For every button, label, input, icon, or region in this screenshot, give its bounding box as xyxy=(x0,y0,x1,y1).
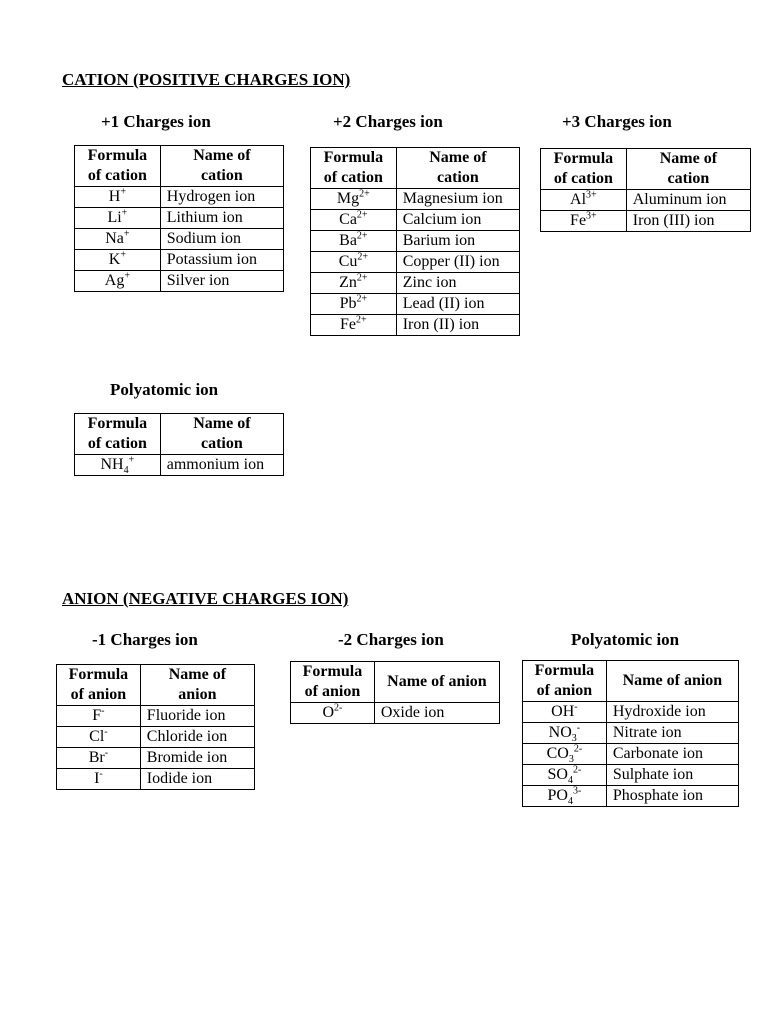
formula-symbol: F xyxy=(92,707,102,724)
ion-formula xyxy=(523,765,607,786)
formula-charge: 3+ xyxy=(586,189,597,201)
formula-header xyxy=(311,148,397,189)
formula-header xyxy=(75,146,161,187)
ion-name: Sulphate ion xyxy=(606,765,738,786)
ion-formula xyxy=(57,748,141,769)
minus1-table xyxy=(56,664,255,790)
ion-formula xyxy=(75,208,161,229)
formula-charge: + xyxy=(123,228,130,240)
formula-charge: + xyxy=(121,207,128,219)
table-row xyxy=(311,189,520,210)
anion-poly-table xyxy=(522,660,739,807)
ion-formula xyxy=(541,211,627,232)
table-row xyxy=(523,744,739,765)
name-header xyxy=(374,662,499,703)
formula-subscript: 4 xyxy=(567,775,573,787)
formula-symbol: Ca xyxy=(339,211,357,228)
formula-charge: - xyxy=(104,747,109,759)
ion-name: Fluoride ion xyxy=(140,706,254,727)
table-row xyxy=(311,231,520,252)
ion-formula xyxy=(57,706,141,727)
formula-charge: + xyxy=(120,186,126,198)
formula-header xyxy=(523,661,607,702)
name-header xyxy=(626,149,750,190)
ion-name: Lithium ion xyxy=(160,208,283,229)
ion-formula xyxy=(75,187,161,208)
formula-header-line: Formula xyxy=(534,662,595,679)
ion-name: Hydrogen ion xyxy=(160,187,283,208)
ion-formula xyxy=(57,727,141,748)
formula-symbol: Al xyxy=(570,191,587,208)
formula-header xyxy=(291,662,375,703)
ion-formula xyxy=(523,723,607,744)
formula-charge: 2+ xyxy=(356,209,368,221)
plus2-table xyxy=(310,147,520,336)
name-header xyxy=(396,148,519,189)
ion-formula xyxy=(311,210,397,231)
formula-symbol: CO xyxy=(546,745,569,762)
formula-symbol: Fe xyxy=(340,316,357,333)
header-row xyxy=(311,148,520,189)
ion-formula xyxy=(311,189,397,210)
formula-header xyxy=(541,149,627,190)
formula-symbol: O xyxy=(322,704,335,721)
header-row xyxy=(57,665,255,706)
formula-symbol: I xyxy=(94,770,100,787)
table-row xyxy=(541,190,751,211)
formula-header-line: of cation xyxy=(87,435,147,452)
formula-symbol: OH xyxy=(551,703,575,720)
name-header xyxy=(160,414,283,455)
name-header xyxy=(140,665,254,706)
ion-name: Iron (III) ion xyxy=(626,211,750,232)
name-header-line: Name of anion xyxy=(387,673,487,690)
ion-formula xyxy=(523,702,607,723)
plus2-label: +2 Charges ion xyxy=(333,112,443,131)
table-row xyxy=(57,727,255,748)
name-header xyxy=(160,146,283,187)
ion-name: Potassium ion xyxy=(160,250,283,271)
ion-name: Barium ion xyxy=(396,231,519,252)
table-row xyxy=(523,723,739,744)
ion-name: Copper (II) ion xyxy=(396,252,519,273)
table-row xyxy=(57,706,255,727)
header-row xyxy=(541,149,751,190)
formula-symbol: Br xyxy=(88,749,105,766)
ion-formula xyxy=(523,786,607,807)
formula-subscript: 4 xyxy=(123,465,129,477)
ion-name: Chloride ion xyxy=(140,727,254,748)
formula-charge: - xyxy=(99,768,103,780)
formula-header-line: Formula xyxy=(553,150,614,167)
ion-name: Carbonate ion xyxy=(606,744,738,765)
ion-formula xyxy=(541,190,627,211)
plus3-table xyxy=(540,148,751,232)
ion-name: Hydroxide ion xyxy=(606,702,738,723)
name-header-line: cation xyxy=(200,167,243,184)
formula-header-line: Formula xyxy=(302,663,363,680)
anion-poly-label: Polyatomic ion xyxy=(571,630,680,649)
formula-symbol: Cl xyxy=(89,728,105,745)
cation-section-title: CATION (POSITIVE CHARGES ION) xyxy=(62,70,351,89)
name-header-line: Name of xyxy=(193,415,251,432)
table-row xyxy=(523,765,739,786)
formula-header-line: of cation xyxy=(553,170,613,187)
formula-header xyxy=(75,414,161,455)
ion-formula xyxy=(311,273,397,294)
table-row xyxy=(57,769,255,790)
formula-charge: 2+ xyxy=(356,272,368,284)
name-header xyxy=(606,661,738,702)
name-header-line: cation xyxy=(436,169,479,186)
table-row xyxy=(311,252,520,273)
formula-header-line: of anion xyxy=(536,682,593,699)
header-row xyxy=(291,662,500,703)
table-row xyxy=(75,229,284,250)
ion-name: Calcium ion xyxy=(396,210,519,231)
formula-charge: 2+ xyxy=(359,188,370,200)
formula-symbol: H xyxy=(108,188,121,205)
table-row xyxy=(75,250,284,271)
formula-header-line: of anion xyxy=(70,686,127,703)
formula-header-line: Formula xyxy=(68,666,129,683)
formula-charge: 2+ xyxy=(357,251,369,263)
name-header-line: Name of xyxy=(168,666,227,683)
cation-poly-table xyxy=(74,413,284,476)
ion-name: Silver ion xyxy=(160,271,283,292)
formula-charge: + xyxy=(124,270,130,282)
table-row xyxy=(57,748,255,769)
table-row xyxy=(75,208,284,229)
formula-symbol: Li xyxy=(107,209,122,226)
formula-symbol: Ba xyxy=(339,232,357,249)
ion-name: Iodide ion xyxy=(140,769,254,790)
ion-formula xyxy=(57,769,141,790)
formula-charge: 3- xyxy=(572,785,582,797)
table-row xyxy=(291,703,500,724)
header-row xyxy=(75,414,284,455)
formula-header-line: Formula xyxy=(323,149,384,166)
formula-subscript: 3 xyxy=(568,754,574,766)
ion-name: Iron (II) ion xyxy=(396,315,519,336)
minus2-table xyxy=(290,661,500,724)
formula-charge: 2+ xyxy=(356,314,367,326)
formula-symbol: NH xyxy=(100,456,124,473)
formula-charge: 2+ xyxy=(356,230,368,242)
formula-subscript: 4 xyxy=(567,796,573,808)
plus1-label: +1 Charges ion xyxy=(101,112,211,131)
ion-name: Nitrate ion xyxy=(606,723,738,744)
formula-charge: 2+ xyxy=(356,293,368,305)
formula-charge: 3+ xyxy=(586,210,597,222)
ion-formula xyxy=(311,252,397,273)
ion-name: Sodium ion xyxy=(160,229,283,250)
ion-formula xyxy=(75,229,161,250)
plus3-label: +3 Charges ion xyxy=(562,112,672,131)
ion-formula xyxy=(311,294,397,315)
ion-name: ammonium ion xyxy=(160,455,283,476)
table-row xyxy=(311,315,520,336)
formula-charge: - xyxy=(101,705,105,717)
table-row xyxy=(311,273,520,294)
ion-formula xyxy=(75,271,161,292)
formula-charge: - xyxy=(104,726,108,738)
ion-name: Phosphate ion xyxy=(606,786,738,807)
minus2-label: -2 Charges ion xyxy=(338,630,444,649)
formula-charge: 2- xyxy=(573,743,583,755)
formula-symbol: PO xyxy=(547,787,568,804)
formula-symbol: Ag xyxy=(104,272,125,289)
table-row xyxy=(311,294,520,315)
formula-subscript: 3 xyxy=(571,733,577,745)
ion-formula xyxy=(75,250,161,271)
table-row xyxy=(75,187,284,208)
ion-formula xyxy=(291,703,375,724)
formula-symbol: SO xyxy=(547,766,568,783)
ion-formula xyxy=(311,315,397,336)
header-row xyxy=(523,661,739,702)
formula-header-line: Formula xyxy=(87,415,148,432)
table-row xyxy=(523,702,739,723)
anion-section-title: ANION (NEGATIVE CHARGES ION) xyxy=(62,589,349,608)
formula-header-line: of anion xyxy=(304,683,361,700)
name-header-line: Name of anion xyxy=(622,672,723,689)
formula-charge: - xyxy=(576,722,581,734)
formula-symbol: Mg xyxy=(336,190,360,207)
formula-header-line: Formula xyxy=(87,147,148,164)
name-header-line: cation xyxy=(200,435,243,452)
formula-header-line: of cation xyxy=(87,167,147,184)
ion-formula xyxy=(311,231,397,252)
formula-symbol: Fe xyxy=(570,212,587,229)
ion-name: Bromide ion xyxy=(140,748,254,769)
ion-name: Magnesium ion xyxy=(396,189,519,210)
ion-formula xyxy=(523,744,607,765)
table-row xyxy=(75,455,284,476)
plus1-table xyxy=(74,145,284,292)
formula-charge: + xyxy=(120,249,126,261)
name-header-line: Name of xyxy=(429,149,487,166)
formula-symbol: K xyxy=(108,251,121,268)
formula-charge: 2- xyxy=(572,764,582,776)
cation-poly-label: Polyatomic ion xyxy=(110,380,219,399)
formula-symbol: Na xyxy=(105,230,124,247)
formula-charge: - xyxy=(574,701,578,713)
ion-name: Aluminum ion xyxy=(626,190,750,211)
name-header-line: anion xyxy=(178,686,217,703)
formula-charge: + xyxy=(128,454,135,466)
name-header-line: Name of xyxy=(193,147,251,164)
formula-header-line: of cation xyxy=(323,169,383,186)
name-header-line: cation xyxy=(667,170,710,187)
formula-symbol: Cu xyxy=(338,253,358,270)
name-header-line: Name of xyxy=(659,150,718,167)
ion-name: Zinc ion xyxy=(396,273,519,294)
formula-header xyxy=(57,665,141,706)
table-row xyxy=(311,210,520,231)
table-row xyxy=(523,786,739,807)
formula-symbol: Zn xyxy=(339,274,357,291)
formula-charge: 2- xyxy=(334,702,343,714)
table-row xyxy=(541,211,751,232)
ion-name: Oxide ion xyxy=(374,703,499,724)
minus1-label: -1 Charges ion xyxy=(92,630,198,649)
table-row xyxy=(75,271,284,292)
ion-name: Lead (II) ion xyxy=(396,294,519,315)
formula-symbol: Pb xyxy=(339,295,357,312)
ion-formula xyxy=(75,455,161,476)
formula-symbol: NO xyxy=(548,724,572,741)
header-row xyxy=(75,146,284,187)
